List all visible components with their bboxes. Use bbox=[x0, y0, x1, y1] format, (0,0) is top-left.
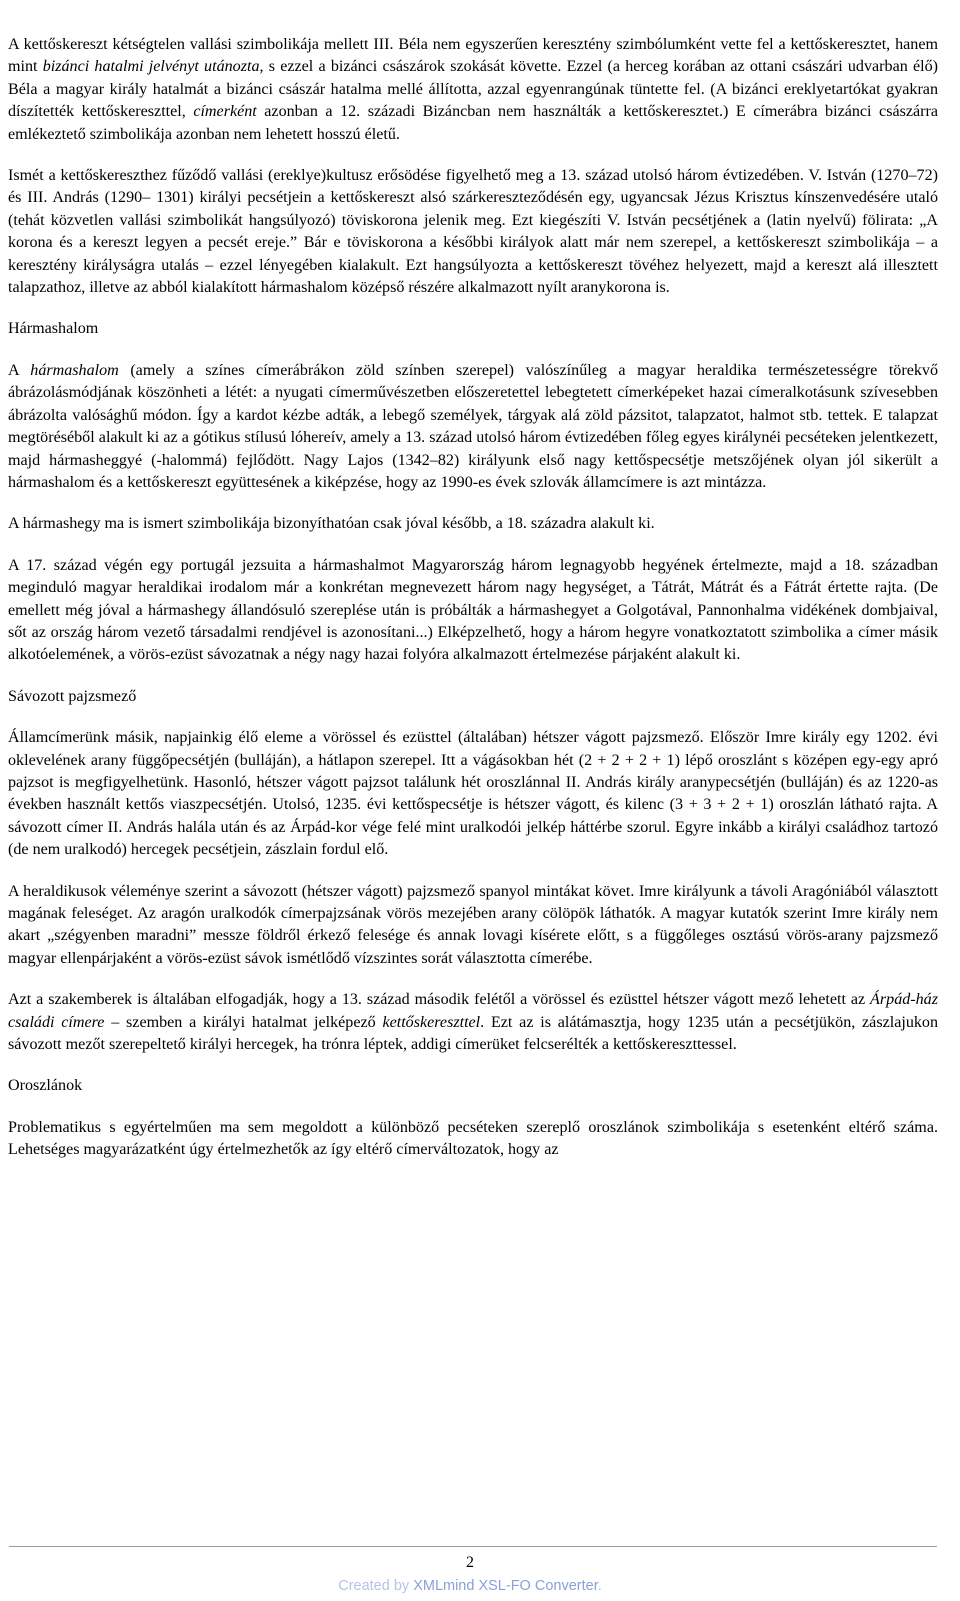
emphasis-text: bizánci hatalmi jelvényt utánozta bbox=[42, 58, 260, 76]
emphasis-text: címerként bbox=[193, 103, 257, 121]
paragraph bbox=[8, 555, 938, 667]
paragraph bbox=[8, 34, 938, 146]
emphasis-text: Árpád-ház családi címere bbox=[8, 991, 938, 1031]
paragraph bbox=[8, 881, 938, 971]
paragraph bbox=[8, 1117, 938, 1162]
credit-brand: XMLmind XSL-FO Converter bbox=[413, 1578, 598, 1594]
paragraph bbox=[8, 727, 938, 861]
text-run: . Ezt az is alátámasztja, hogy 1235 után a pecsétjükön, zászlajukon sávozott mezőt szerepeltető királyi hercegek, ha trónra léptek, addigi címerüket felcserélték a kettőskereszttessel. bbox=[8, 1013, 939, 1054]
text-run: Azt a szakemberek is általában elfogadják, hogy a 13. század második felétől a vörössel és ezüsttel hétszer vágott mező lehetett az bbox=[8, 991, 871, 1009]
text-run: A bbox=[8, 361, 31, 379]
credit-prefix: Created by bbox=[338, 1578, 414, 1594]
paragraph bbox=[8, 513, 938, 535]
text-run: A heraldikusok véleménye szerint a sávozott (hétszer vágott) pajzsmező spanyol mintákat követ. Imre királyunk a távoli Aragóniából választott magának feleséget. Az aragón uralkodók címerpajzsának vörös mezejében arany cölöpök láthatók. A magyar kutatók szerint Imre király nem akart „szégyenben maradni” messze földről érkező felesége és annak lovagi kísérete előtt, s a függőleges osztású vörös-arany pajzsmező magyar ellenpárjaként a vörös-ezüst sávok ismétlődő vízszintes sorát választotta címerébe. bbox=[8, 882, 938, 967]
paragraph bbox=[8, 989, 938, 1056]
paragraph bbox=[8, 360, 938, 494]
footer-credit bbox=[0, 1576, 940, 1596]
text-run: (amely a színes címerábrákon zöld színben szerepel) valószínűleg a magyar heraldika természetességre törekvő ábrázolásmódjának köszönheti a létét: a nyugati címerművészetben előszeretettel lebegtetett címerképeket hazai címeralkotásunk szívesebben ábrázolta valósághű módon. Így a kardot kézbe adták, a lebegő személyek, tárgyak alá zöld pázsitot, talapzatot, halmot stb. tettek. E talapzat megtöréséből alakult ki az a gótikus stílusú lóhereív, amely a 13. század utolsó három évtizedében főleg egyes királynéi pecséteken jelentkezett, majd hármasheggyé (-halommá) fejlődött. Nagy Lajos (1342–82) királyunk első nagy kettőspecsétje metszőjének olyan jól sikerült a hármashalom és a kettőskereszt együttesének a kiképzése, hogy az 1990-es évek szlovák államcímere is azt mintázza. bbox=[8, 361, 938, 491]
text-run: A hármashegy ma is ismert szimbolikája bizonyíthatóan csak jóval később, a 18. századra alakult ki. bbox=[8, 515, 655, 533]
section-heading: Sávozott pajzsmező bbox=[8, 687, 137, 705]
text-run: Ismét a kettőskereszthez fűződő vallási (ereklye)kultusz erősödése figyelhető meg a 13. század utolsó három évtizedében. V. István (1270–72) és III. András (1290– 1301) királyi pecsétjein a kettőskereszt alsó szárkereszteződésén egy, ugyancsak Jézus Krisztus kínszenvedésére utaló (tehát közvetlen vallási szimbolikát hangsúlyozó) töviskorona jelenik meg. Ezt kiegészíti V. István pecsétjének a (latin nyelvű) fölirata: „A korona és a kereszt legyen a pecsét ereje.” Bár e töviskorona a későbbi királyok alatt már nem szerepel, a kettőskereszt szimbolikája – a keresztény királyságra utalás – ezzel lényegében kialakult. Ezt hangsúlyozta a kettőskereszt tövéhez helyezett, majd a kereszt alá illesztett talapzathoz, illetve az abból kialakított hármashalom középső részére alkalmazott nyílt aranykorona is. bbox=[8, 167, 938, 297]
section-heading: Oroszlánok bbox=[8, 1077, 83, 1095]
page-number: 2 bbox=[466, 1554, 474, 1571]
text-run: – szemben a királyi hatalmat jelképező bbox=[104, 1013, 383, 1031]
emphasis-text: hármashalom bbox=[30, 361, 119, 379]
footer-divider bbox=[9, 1546, 937, 1547]
section-heading: Hármashalom bbox=[8, 320, 99, 338]
document-body bbox=[8, 34, 938, 1181]
text-run: , s ezzel a bizánci császárok szokását követte. Ezzel (a herceg korában az ottani császári udvarban élő) Béla a magyar király hatalmát a bizánci császár hatalma mellé állította, azzal egyenrangúnak tüntette fel. (A bizánci ereklyetartókat gyakran díszítették kettőskereszttel, bbox=[8, 58, 938, 121]
text-run: azonban a 12. századi Bizáncban nem használták a kettőskeresztet.) E címerábra bizánci császárra emlékeztető szimbolikája azonban nem lehetett hosszú életű. bbox=[8, 103, 939, 143]
text-run: Problematikus s egyértelműen ma sem megoldott a különböző pecséteken szereplő oroszlánok szimbolikája s esetenként eltérő száma. Lehetséges magyarázatként úgy értelmezhetők az így eltérő címerváltozatok, hogy az bbox=[8, 1118, 938, 1159]
credit-suffix: . bbox=[597, 1578, 602, 1594]
text-run: A kettőskereszt kétségtelen vallási szimbolikája mellett III. Béla nem egyszerűen keresztény szimbólumként vette fel a kettőskeresztet, hanem mint bbox=[8, 36, 938, 76]
text-run: Államcímerünk másik, napjainkig élő eleme a vörössel és ezüsttel (általában) hétszer vágott pajzsmező. Először Imre király egy 1202. évi oklevelének arany függőpecsétjén (bulláján), a hátlapon szerepel. Itt a vágásokban hét (2 + 2 + 2 + 1) lépő oroszlánt s középen egy-egy apró pajzsot is megfigyelhetünk. Hasonló, hétszer vágott pajzsot találunk hét oroszlánnal II. András király aranypecsétjén (bulláján) és az 1220-as években használt kettős viaszpecsétjén. Utolsó, 1235. évi kettőspecsétje is hétszer vágott, és kilenc (3 + 3 + 2 + 1) oroszlán látható rajta. A sávozott címer II. András halála után és az Árpád-kor vége felé mint uralkodói jelkép háttérbe szorul. Egyre inkább a királyi családhoz tartozó (de nem uralkodó) hercegek pecsétjein, zászlain fordul elő. bbox=[8, 729, 938, 859]
text-run: A 17. század végén egy portugál jezsuita a hármashalmot Magyarország három legnagyobb hegyének értelmezte, majd a 18. században meginduló magyar heraldikai irodalom már a konkrétan megnevezett három nagy hegységet, a Tátrát, Mátrát és a Fátrát értette rajta. (De emellett még jóval a hármashegy állandósuló szereplése után is próbálták a hármashegyet a Golgotával, Pannonhalma vidékének dombjaival, sőt az ország három vezető társadalmi rendjével is azonosítani...) Elképzelhető, hogy a három hegyre vonatkoztatott szimbolika a címer másik alkotóelemének, a vörös-ezüst sávozatnak a négy nagy hazai folyóra alkalmazott értelmezése párjaként alakult ki. bbox=[8, 556, 938, 664]
paragraph bbox=[8, 165, 938, 299]
emphasis-text: kettőskereszttel bbox=[382, 1013, 481, 1031]
